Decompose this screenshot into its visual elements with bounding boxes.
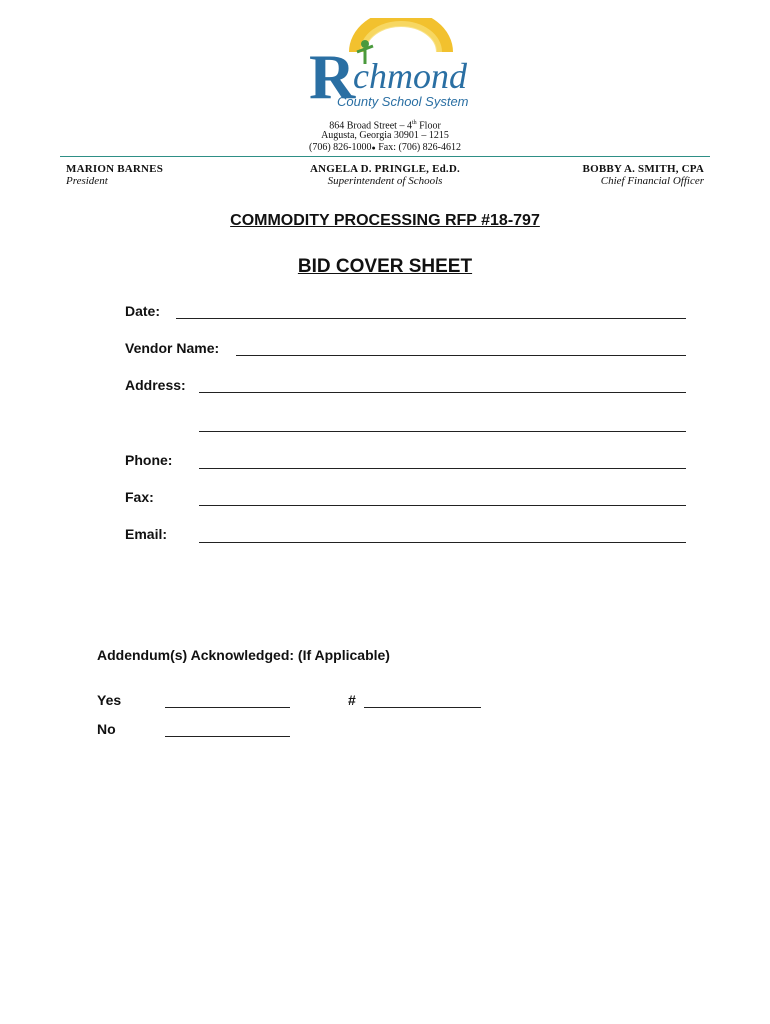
official-name: BOBBY A. SMITH, CPA	[582, 163, 704, 175]
official-name: ANGELA D. PRINGLE, Ed.D.	[310, 163, 460, 175]
official-president	[66, 163, 163, 187]
logo-r-letter: R	[309, 41, 356, 112]
email-field[interactable]	[199, 542, 686, 543]
richmond-county-logo	[305, 18, 495, 114]
yes-label: Yes	[97, 692, 122, 708]
phone-label: Phone:	[125, 452, 173, 468]
official-cfo	[583, 163, 704, 187]
official-name: MARION BARNES	[66, 163, 164, 175]
addendum-number-label: #	[348, 692, 356, 708]
vendor-name-field[interactable]	[236, 355, 686, 356]
logo-graphic	[305, 18, 495, 114]
official-title: Superintendent of Schools	[327, 175, 443, 187]
fax-field[interactable]	[199, 505, 686, 506]
fax-text: Fax: (706) 826-4612	[375, 142, 461, 153]
addendum-heading: Addendum(s) Acknowledged: (If Applicable)	[97, 647, 390, 663]
fax-label: Fax:	[125, 489, 154, 505]
address-field-line-2[interactable]	[199, 431, 686, 432]
yes-field[interactable]	[165, 707, 290, 708]
phone-fax-line	[0, 142, 770, 155]
official-title: President	[66, 175, 108, 187]
phone-field[interactable]	[199, 468, 686, 469]
logo-subtitle: County School System	[337, 94, 469, 109]
date-label: Date:	[125, 303, 161, 319]
address-line-1: 864 Broad Street – 4th Floor	[329, 120, 441, 132]
bullet-icon: ●	[371, 144, 376, 152]
logo-brand-text: chmond	[353, 56, 467, 96]
address-label: Address:	[125, 377, 186, 393]
addendum-number-field[interactable]	[364, 707, 481, 708]
phone-text: (706) 826-1000	[308, 142, 372, 153]
address-line-2: Augusta, Georgia 30901 – 1215	[321, 130, 449, 141]
no-field[interactable]	[165, 736, 290, 737]
vendor-name-label: Vendor Name:	[125, 340, 220, 356]
email-label: Email:	[125, 526, 168, 542]
official-title: Chief Financial Officer	[600, 175, 704, 187]
date-field[interactable]	[176, 318, 686, 319]
official-superintendent	[235, 163, 535, 187]
address-field-line-1[interactable]	[199, 392, 686, 393]
letterhead-rule	[60, 156, 710, 157]
sheet-title: BID COVER SHEET	[297, 256, 473, 277]
rfp-title: COMMODITY PROCESSING RFP #18-797	[230, 212, 540, 229]
no-label: No	[97, 721, 116, 737]
